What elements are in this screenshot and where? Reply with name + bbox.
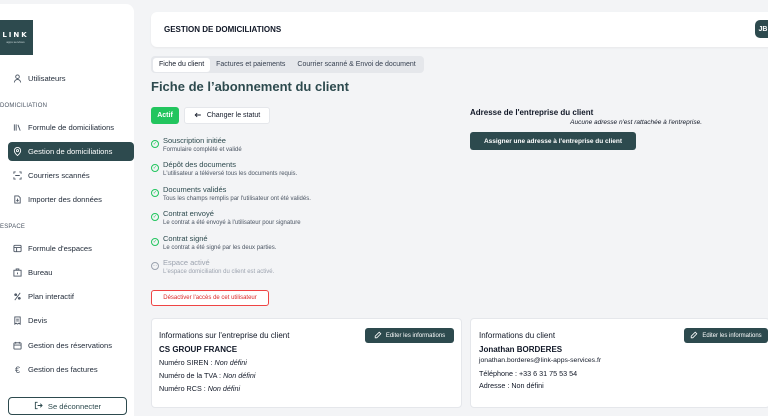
step-desc: Tous les champs remplis par l'utilisateur ont été validés. xyxy=(163,196,311,202)
edit-label: Editer les informations xyxy=(385,332,446,339)
deactivate-access-button[interactable]: Désactiver l'accès de cet utilisateur xyxy=(151,290,269,306)
sidebar-item-label: Gestion des réservations xyxy=(28,341,112,350)
step-title: Contrat envoyé xyxy=(163,209,214,218)
pending-circle-icon: ⋯ xyxy=(152,263,158,269)
tva-label: Numéro de la TVA : xyxy=(159,371,224,380)
sidebar-item-label: Bureau xyxy=(28,268,53,277)
client-name: Jonathan BORDERES xyxy=(479,345,563,354)
check-circle-icon: ✓ xyxy=(152,165,158,171)
step-desc: L'espace domiciliation du client est activé. xyxy=(163,269,275,275)
logout-label: Se déconnecter xyxy=(47,401,102,411)
calendar-icon xyxy=(12,340,23,351)
sidebar-item-plan-interactif[interactable] xyxy=(8,287,134,306)
step-title: Espace activé xyxy=(163,258,210,267)
tab-courrier-scanne[interactable]: Courrier scanné & Envoi de document xyxy=(297,61,416,68)
logout-button[interactable] xyxy=(8,397,127,415)
sidebar-item-formule-espaces[interactable] xyxy=(8,239,134,258)
company-tva xyxy=(159,371,255,380)
company-siren xyxy=(159,358,247,367)
step-contrat-envoye xyxy=(151,209,301,228)
section-label-espace: ESPACE xyxy=(0,224,26,230)
company-name: CS GROUP FRANCE xyxy=(159,345,238,354)
rcs-label: Numéro RCS : xyxy=(159,384,208,393)
rcs-value: Non défini xyxy=(207,384,241,393)
avatar[interactable]: JB xyxy=(755,20,768,38)
company-card-title: Informations sur l'entreprise du client xyxy=(159,331,290,340)
pencil-icon xyxy=(374,331,382,341)
user-icon xyxy=(12,73,23,84)
tva-value: Non défini xyxy=(223,371,256,380)
page-title: Fiche de l’abonnement du client xyxy=(151,79,349,94)
step-espace-active xyxy=(151,258,274,277)
step-souscription xyxy=(151,136,242,155)
file-import-icon xyxy=(12,194,23,205)
sidebar-item-label: Importer des données xyxy=(28,195,102,204)
address-title: Adresse de l'entreprise du client xyxy=(470,108,594,117)
change-status-label: Changer le statut xyxy=(206,112,261,119)
link-logo[interactable] xyxy=(0,20,33,55)
step-title: Dépôt des documents xyxy=(163,160,236,169)
library-icon xyxy=(12,122,23,133)
client-phone: Téléphone : +33 6 31 75 53 54 xyxy=(479,369,578,378)
sidebar-item-reservations[interactable] xyxy=(8,336,134,355)
change-status-button[interactable] xyxy=(184,107,270,124)
sidebar-item-bureau[interactable] xyxy=(8,263,134,282)
step-depot xyxy=(151,160,297,179)
receipt-icon xyxy=(12,315,23,326)
pencil-icon xyxy=(690,331,698,341)
sidebar-item-label: Gestion des factures xyxy=(28,365,98,374)
edit-client-button[interactable] xyxy=(684,328,768,343)
sidebar-item-label: Devis xyxy=(28,316,47,325)
sidebar-item-label: Plan interactif xyxy=(28,292,75,301)
step-desc: Le contrat a été signé par les deux parties. xyxy=(163,245,277,251)
client-card-title: Informations du client xyxy=(479,331,556,340)
siren-label: Numéro SIREN : xyxy=(159,358,215,367)
tabs xyxy=(151,56,424,73)
step-desc: Le contrat a été envoyé à l'utilisateur pour signature xyxy=(163,220,301,226)
step-desc: L'utilisateur a téléversé tous les documents requis. xyxy=(163,171,298,177)
map-pin-icon xyxy=(12,146,23,157)
logout-icon xyxy=(34,401,43,412)
step-title: Contrat signé xyxy=(163,234,208,243)
assign-address-button[interactable]: Assigner une adresse à l'entreprise du client xyxy=(470,132,636,150)
step-title: Documents validés xyxy=(163,185,227,194)
tab-fiche-client[interactable]: Fiche du client xyxy=(153,58,210,72)
sidebar-item-label: Utilisateurs xyxy=(28,74,66,83)
logo-subtext: apps services xyxy=(6,40,25,44)
company-rcs xyxy=(159,384,240,393)
sliders-icon xyxy=(12,291,23,302)
sidebar-item-utilisateurs[interactable] xyxy=(8,69,134,88)
sidebar-item-factures[interactable] xyxy=(8,360,134,379)
sidebar-item-label: Formule d'espaces xyxy=(28,244,92,253)
address-empty-text: Aucune adresse n'est rattachée à l'entreprise. xyxy=(570,119,702,126)
step-documents-valides xyxy=(151,185,311,204)
sidebar-item-gestion-domiciliations[interactable] xyxy=(8,142,134,161)
section-label-domiciliation: DOMICILIATION xyxy=(0,103,48,109)
check-circle-icon: ✓ xyxy=(152,190,158,196)
check-circle-icon: ✓ xyxy=(152,141,158,147)
sidebar-item-devis[interactable] xyxy=(8,311,134,330)
arrow-left-icon xyxy=(194,111,202,121)
client-email: jonathan.borderes@link-apps-services.fr xyxy=(479,357,602,364)
sidebar-item-courriers-scannes[interactable] xyxy=(8,166,134,185)
sidebar-item-label: Gestion de domiciliations xyxy=(28,147,113,156)
top-header xyxy=(151,12,768,47)
sidebar-item-label: Formule de domiciliations xyxy=(28,123,115,132)
edit-label: Editer les informations xyxy=(702,332,762,339)
logo-text: LINK xyxy=(2,31,29,39)
scan-icon xyxy=(12,170,23,181)
step-contrat-signe xyxy=(151,234,276,253)
sidebar-item-importer[interactable] xyxy=(8,190,134,209)
layout-icon xyxy=(12,243,23,254)
step-title: Souscription initiée xyxy=(163,136,226,145)
header-title: GESTION DE DOMICILIATIONS xyxy=(164,25,282,34)
check-circle-icon: ✓ xyxy=(152,214,158,220)
client-address: Adresse : Non défini xyxy=(479,381,544,390)
euro-icon: € xyxy=(14,364,20,375)
sidebar-item-formule-domiciliations[interactable] xyxy=(8,118,134,137)
status-badge: Actif xyxy=(151,107,179,124)
siren-value: Non défini xyxy=(214,358,247,367)
edit-company-button[interactable] xyxy=(365,328,454,343)
tab-factures-paiements[interactable]: Factures et paiements xyxy=(216,61,286,68)
building-icon xyxy=(12,267,23,278)
step-desc: Formulaire complété et validé xyxy=(163,147,242,153)
sidebar-item-label: Courriers scannés xyxy=(28,171,90,180)
check-circle-icon: ✓ xyxy=(152,239,158,245)
